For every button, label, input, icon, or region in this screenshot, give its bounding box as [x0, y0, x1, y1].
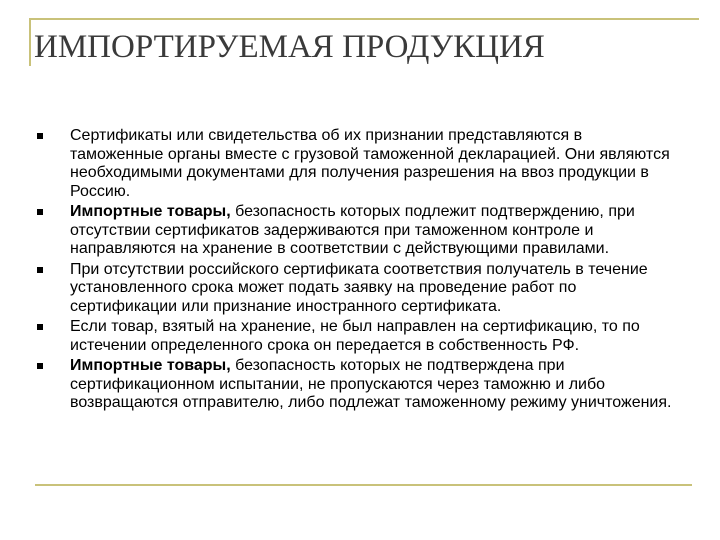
bullet-item-5: [36, 357, 676, 413]
square-bullet-icon: [37, 324, 43, 330]
bullet-list: [36, 127, 676, 415]
bullet-item-4: [36, 318, 676, 355]
footer-rule: [35, 484, 692, 486]
bullet-text: Сертификаты или свидетельства об их признании представляются в таможенные органы вместе с грузовой таможенной декларацией. Они являются необходимыми документами для получения разрешения на ввоз продукции в Россию.: [70, 127, 670, 200]
bullet-text: безопасность которых подлежит подтверждению, при отсутствии сертификатов задерживаются при таможенном контроле и направляются на хранение в соответствии с действующими правилами.: [70, 203, 635, 257]
bullet-item-2: [36, 203, 676, 259]
bullet-text: При отсутствии российского сертификата соответствия получатель в течение установленного срока может подать заявку на проведение работ по сертификации или признание иностранного сертификата.: [70, 260, 648, 315]
square-bullet-icon: [37, 363, 43, 369]
slide-title: ИМПОРТИРУЕМАЯ ПРОДУКЦИЯ: [34, 29, 545, 65]
bullet-lead: Импортные товары,: [70, 357, 231, 374]
title-frame-left-rule: [29, 18, 31, 66]
title-frame-top-rule: [29, 18, 699, 20]
bullet-item-1: [36, 127, 676, 201]
square-bullet-icon: [37, 267, 43, 273]
bullet-text: безопасность которых не подтверждена при сертификационном испытании, не пропускаются через таможню и либо возвращаются отправителю, либо подлежат таможенному режиму уничтожения.: [70, 357, 672, 411]
square-bullet-icon: [37, 209, 43, 215]
bullet-text: Если товар, взятый на хранение, не был направлен на сертификацию, то по истечении определенного срока он передается в собственность РФ.: [70, 318, 640, 354]
bullet-lead: Импортные товары,: [70, 203, 231, 220]
bullet-item-3: [36, 261, 676, 317]
square-bullet-icon: [37, 133, 43, 139]
